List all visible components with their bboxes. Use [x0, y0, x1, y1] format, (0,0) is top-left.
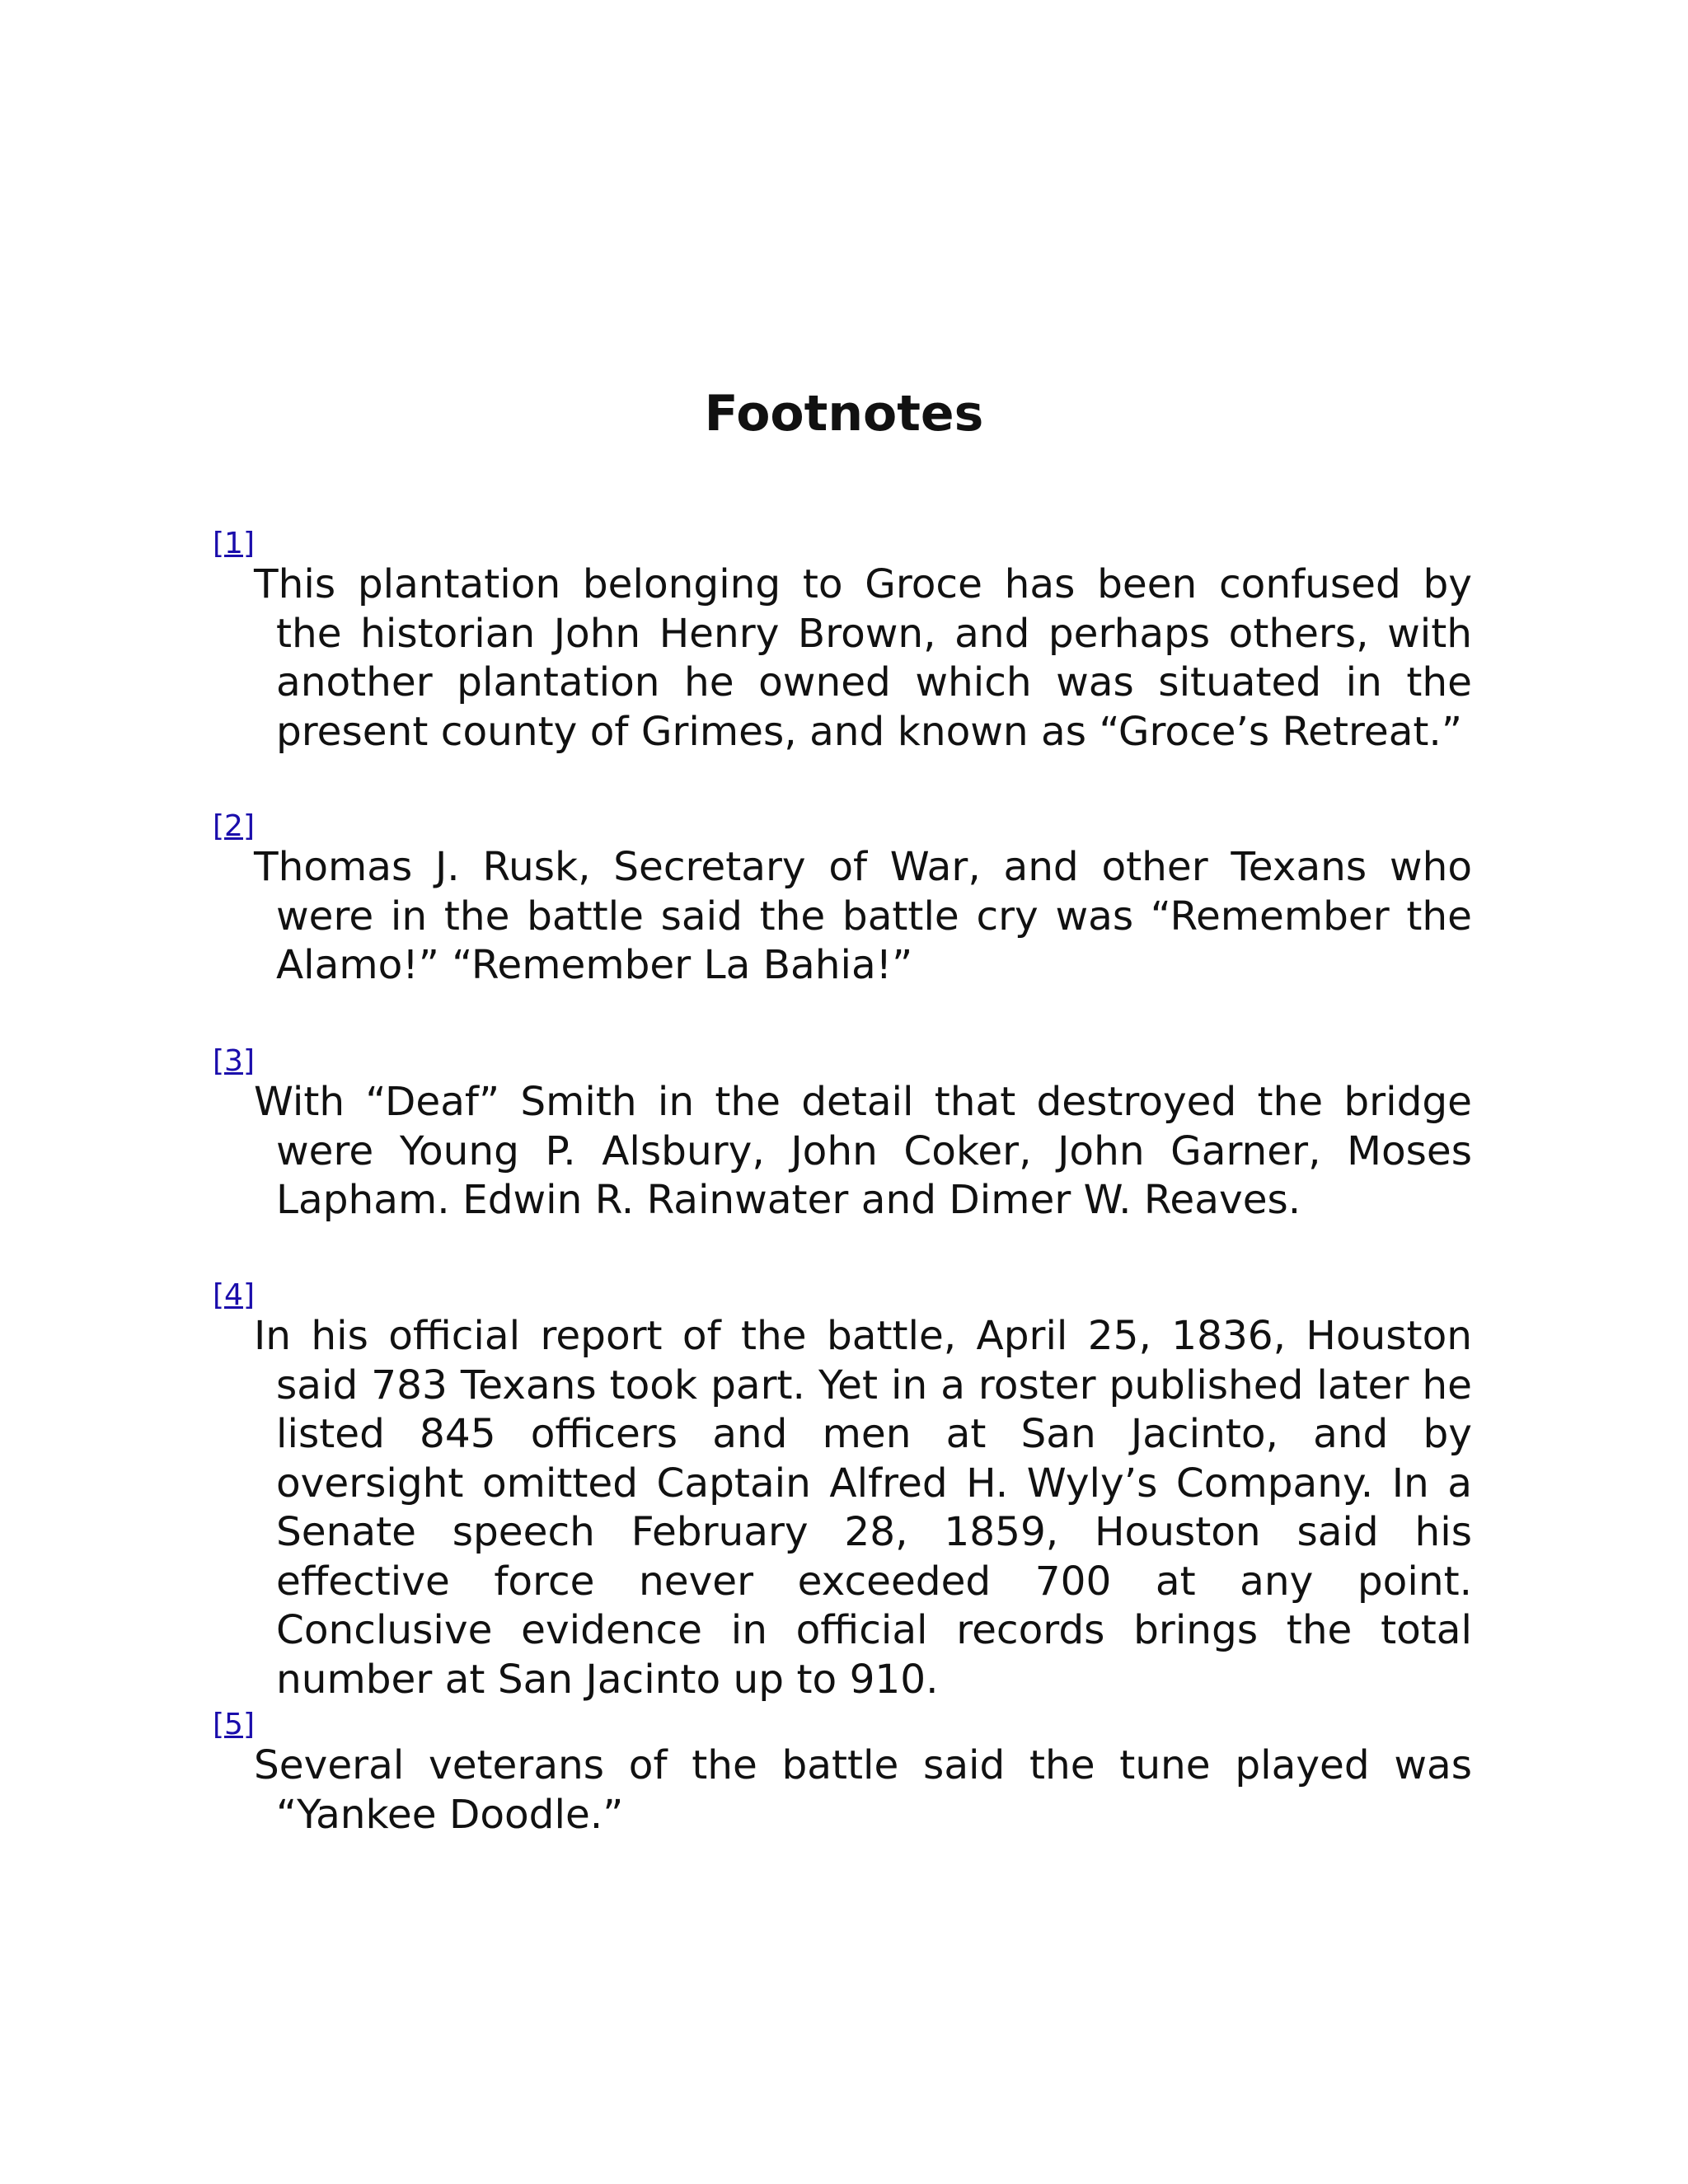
page-title: Footnotes — [704, 385, 984, 443]
footnote-ref-link[interactable]: [5] — [213, 1708, 255, 1741]
footnote-item — [213, 1708, 1472, 1840]
footnote-text: This plantation belonging to Groce has been confused by the historian John Henry Brown, and perhaps others, with another plantation he owned which was situated in the present county of Grimes, and known as “Groce’s Retreat.” — [254, 561, 1472, 755]
footnote-text: Several veterans of the battle said the tune played was “Yankee Doodle.” — [254, 1742, 1472, 1838]
footnote-item — [213, 1279, 1472, 1704]
footnote-ref-link[interactable]: [4] — [213, 1278, 255, 1312]
footnote-ref-link[interactable]: [3] — [213, 1044, 255, 1078]
footnote-ref-link[interactable]: [2] — [213, 809, 255, 843]
footnote-text: With “Deaf” Smith in the detail that destroyed the bridge were Young P. Alsbury, John Coker, John Garner, Moses Lapham. Edwin R. Rainwater and Dimer W. Reaves. — [254, 1079, 1472, 1223]
footnote-item — [213, 1045, 1472, 1226]
footnote-ref-link[interactable]: [1] — [213, 527, 255, 560]
footnote-text: Thomas J. Rusk, Secretary of War, and other Texans who were in the battle said the battle cry was “Remember the Alamo!” “Remember La Bahia!” — [254, 844, 1472, 988]
footnote-item — [213, 527, 1472, 757]
footnote-text: In his official report of the battle, April 25, 1836, Houston said 783 Texans took part. Yet in a roster published later he listed 845 officers and men at San Jacinto, and by oversight omitted Captain Alfred H. Wyly’s Company. In a Senate speech February 28, 1859, Houston said his effective force never exceeded 700 at any point. Conclusive evidence in official records brings the total number at San Jacinto up to 910. — [254, 1313, 1472, 1703]
footnote-item — [213, 810, 1472, 991]
